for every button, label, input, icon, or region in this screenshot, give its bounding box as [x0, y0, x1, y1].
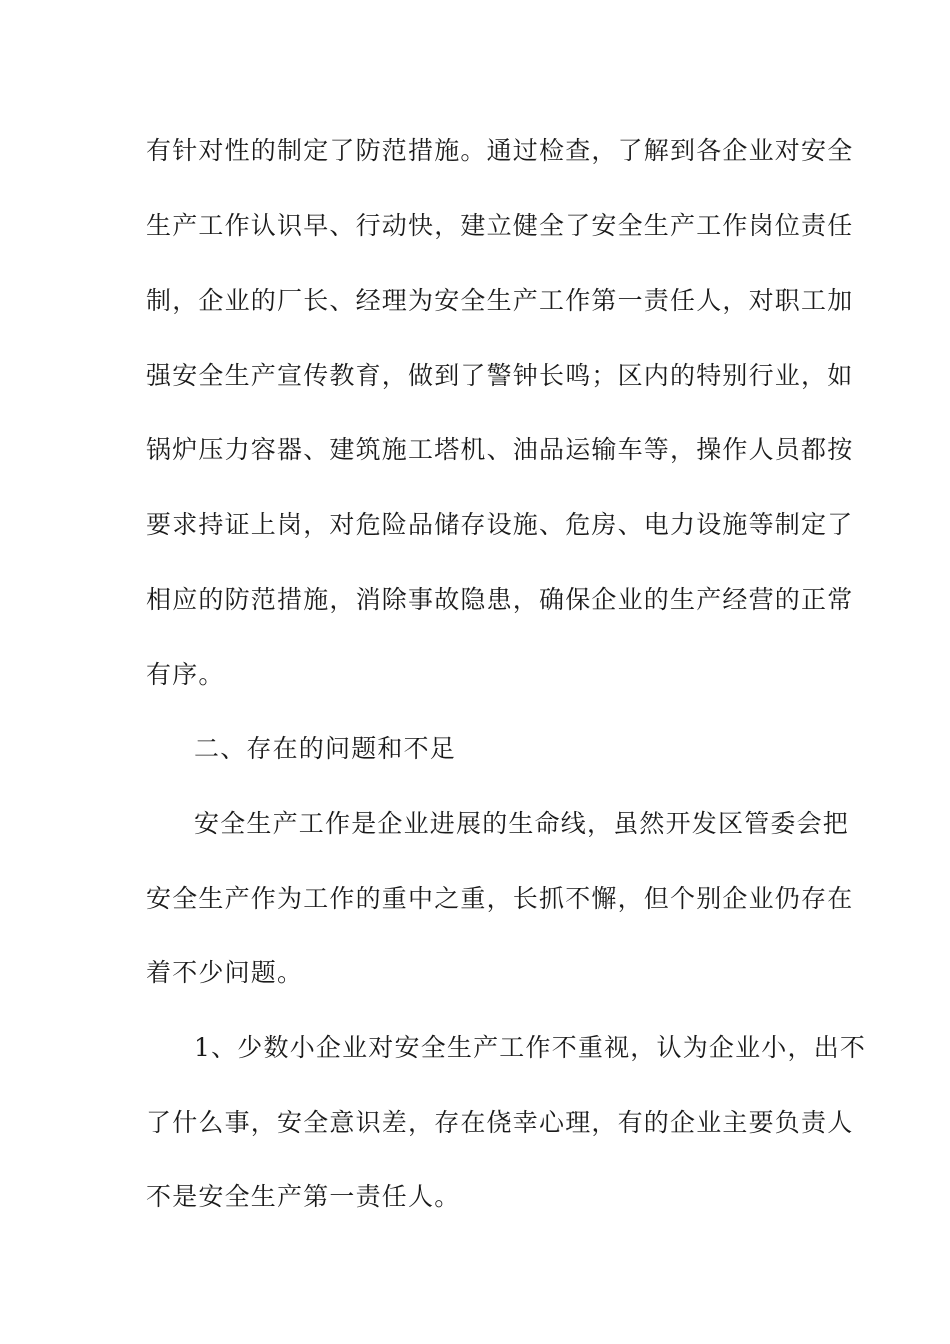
paragraph-line: 强安全生产宣传教育，做到了警钟长鸣；区内的特别行业，如 — [146, 361, 854, 390]
paragraph-line: 着不少问题。 — [146, 958, 304, 987]
paragraph-line: 生产工作认识早、行动快，建立健全了安全生产工作岗位责任 — [146, 211, 854, 240]
paragraph-line: 安全生产作为工作的重中之重，长抓不懈，但个别企业仍存在 — [146, 884, 854, 913]
list-item-line: 不是安全生产第一责任人。 — [146, 1182, 461, 1211]
paragraph-line: 锅炉压力容器、建筑施工塔机、油品运输车等，操作人员都按 — [146, 435, 854, 464]
paragraph-line: 相应的防范措施，消除事故隐患，确保企业的生产经营的正常 — [146, 585, 854, 614]
paragraph-line: 制，企业的厂长、经理为安全生产工作第一责任人，对职工加 — [146, 286, 854, 315]
paragraph-line: 要求持证上岗，对危险品储存设施、危房、电力设施等制定了 — [146, 510, 854, 539]
paragraph-line: 有针对性的制定了防范措施。通过检查，了解到各企业对安全 — [146, 136, 854, 165]
list-item-line: 了什么事，安全意识差，存在侥幸心理，有的企业主要负责人 — [146, 1108, 854, 1137]
section-heading: 二、存在的问题和不足 — [194, 734, 457, 763]
paragraph-line: 安全生产工作是企业进展的生命线，虽然开发区管委会把 — [194, 809, 850, 838]
list-item-line: 1、少数小企业对安全生产工作不重视，认为企业小，出不 — [194, 1033, 867, 1062]
paragraph-line: 有序。 — [146, 660, 225, 689]
